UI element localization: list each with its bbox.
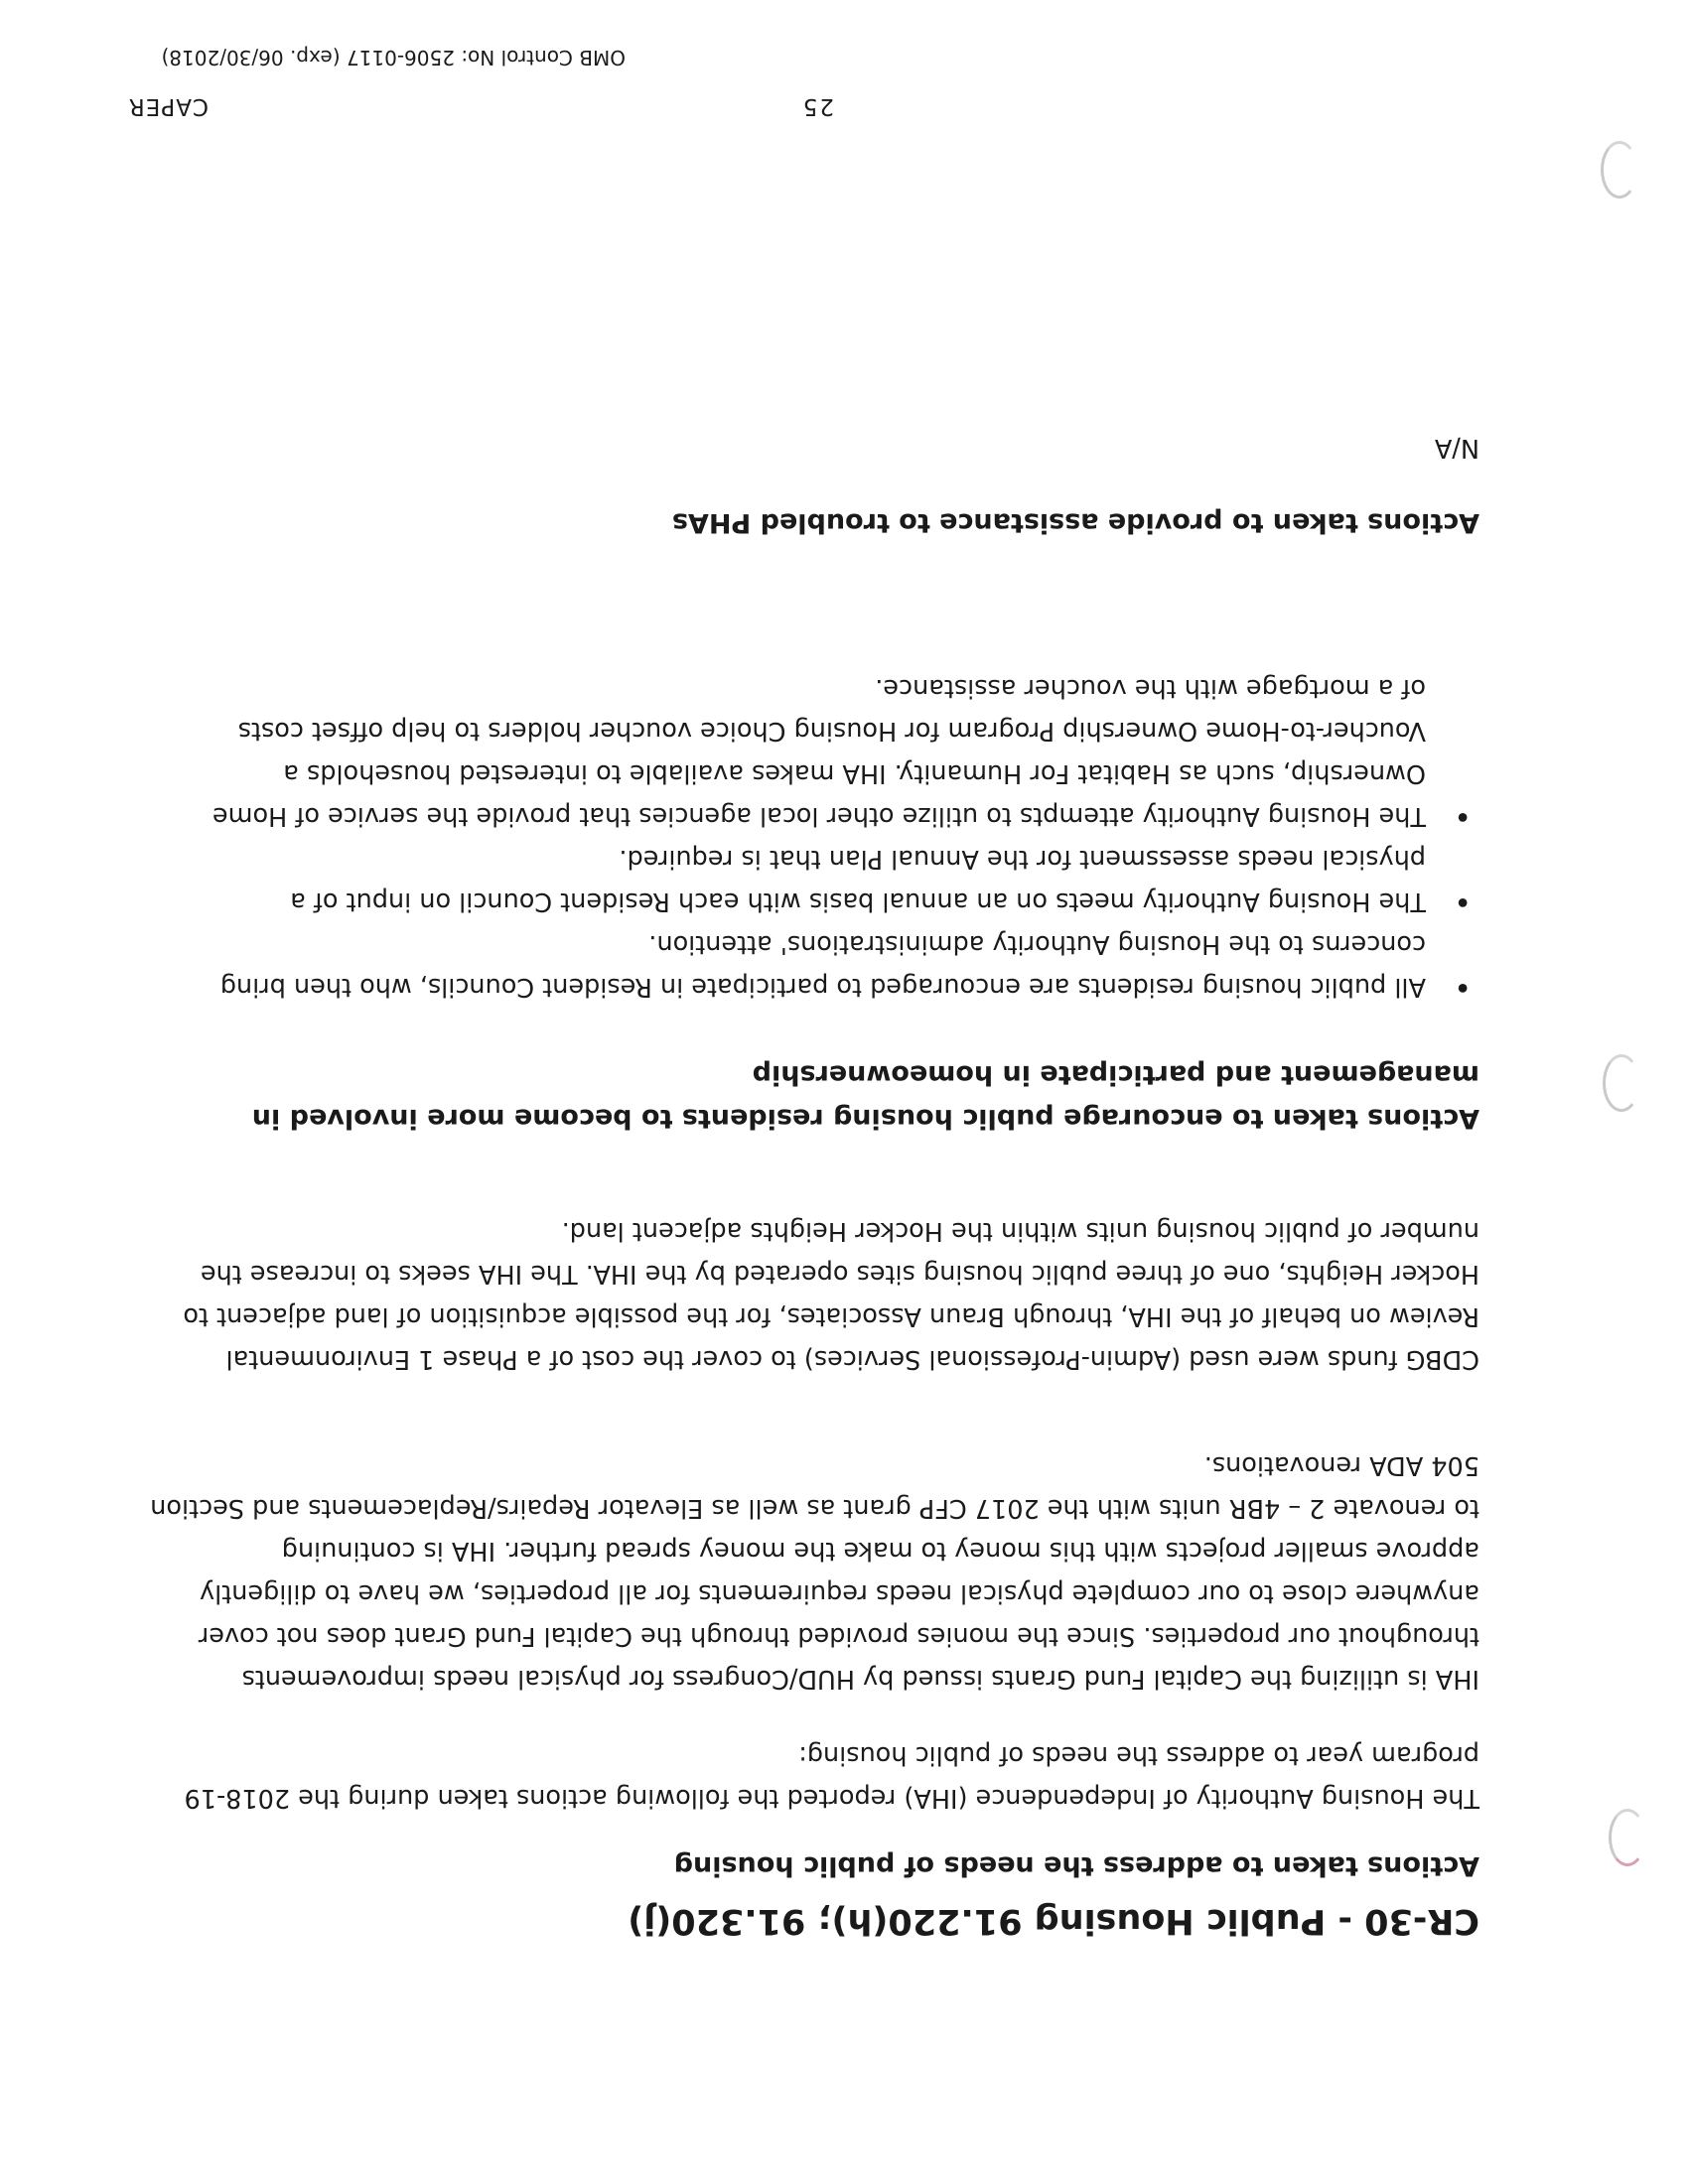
text-line: concerns to the Housing Authority administrations' attention. bbox=[648, 929, 1426, 959]
capital-fund-paragraph bbox=[150, 1443, 1479, 1700]
list-item bbox=[212, 922, 1479, 1008]
text-line: Voucher-to-Home Ownership Program for Housing Choice voucher holders to help offset costs bbox=[237, 716, 1426, 746]
text-line: • The Housing Authority attempts to utilize other local agencies that provide the service of Home bbox=[211, 801, 1426, 831]
section-heading-homeownership bbox=[252, 1052, 1479, 1140]
text-line: The Housing Authority of Independence (IHA) reported the following actions taken during the 2018-19 bbox=[184, 1783, 1479, 1813]
heading-line: Actions taken to encourage public housing residents to become more involved in bbox=[251, 1103, 1479, 1134]
omb-control-number: OMB Control No: 2506-0117 (exp. 06/30/2018) bbox=[161, 46, 626, 69]
text-line: throughout our properties. Since the monies provided through the Capital Fund Grant does not cover bbox=[198, 1621, 1479, 1651]
text-line: Ownership, such as Habitat For Humanity. IHA makes available to interested households a bbox=[283, 758, 1426, 788]
text-line: to renovate 2 – 4BR units with the 2017 CFP grant as well as Elevator Repairs/Replacements and Section bbox=[150, 1493, 1479, 1523]
text-line: • All public housing residents are encouraged to participate in Resident Councils, who then bring bbox=[219, 972, 1426, 1002]
troubled-phas-body: N/A bbox=[1434, 433, 1479, 463]
page-number: 25 bbox=[800, 93, 834, 119]
text-line: physical needs assessment for the Annual Plan that is required. bbox=[619, 844, 1426, 874]
text-line: approve smaller projects with this money to make the money spread further. IHA is continuing bbox=[281, 1536, 1479, 1566]
homeownership-bullet-list bbox=[212, 666, 1479, 1008]
list-item bbox=[212, 837, 1479, 922]
heading-line: management and participate in homeownership bbox=[752, 1059, 1479, 1090]
section-heading-needs: Actions taken to address the needs of public housing bbox=[673, 1850, 1479, 1881]
text-line: anywhere close to our complete physical needs requirements for all properties, we have to diligently bbox=[200, 1578, 1479, 1608]
section-heading-troubled-phas: Actions taken to provide assistance to troubled PHAs bbox=[671, 507, 1479, 538]
intro-paragraph bbox=[185, 1733, 1479, 1819]
text-line: number of public housing units within the Hocker Heights adjacent land. bbox=[561, 1216, 1479, 1246]
punch-hole bbox=[1601, 141, 1638, 199]
text-line: Review on behalf of the IHA, through Braun Associates, for the possible acquisition of land adjacent to bbox=[183, 1301, 1479, 1331]
text-line: IHA is utilizing the Capital Fund Grants issued by HUD/Congress for physical needs improvements bbox=[241, 1664, 1479, 1694]
text-line: program year to address the needs of public housing: bbox=[798, 1740, 1479, 1770]
text-line: 504 ADA renovations. bbox=[1203, 1450, 1479, 1480]
page-title: CR-30 - Public Housing 91.220(h); 91.320(j) bbox=[628, 1901, 1479, 1941]
text-line: of a mortgage with the voucher assistance. bbox=[875, 673, 1426, 703]
text-line: CDBG funds were used (Admin-Professional Services) to cover the cost of a Phase 1 Environmental bbox=[225, 1344, 1479, 1374]
list-item bbox=[212, 666, 1479, 837]
punch-hole bbox=[1609, 1809, 1646, 1866]
punch-hole bbox=[1603, 1054, 1640, 1112]
footer-label: CAPER bbox=[127, 93, 209, 119]
text-line: • The Housing Authority meets on an annual basis with each Resident Council on input of a bbox=[290, 887, 1426, 916]
text-line: Hocker Heights, one of three public housing sites operated by the IHA. The IHA seeks to increase the bbox=[200, 1259, 1479, 1289]
cdbg-paragraph bbox=[183, 1209, 1479, 1380]
